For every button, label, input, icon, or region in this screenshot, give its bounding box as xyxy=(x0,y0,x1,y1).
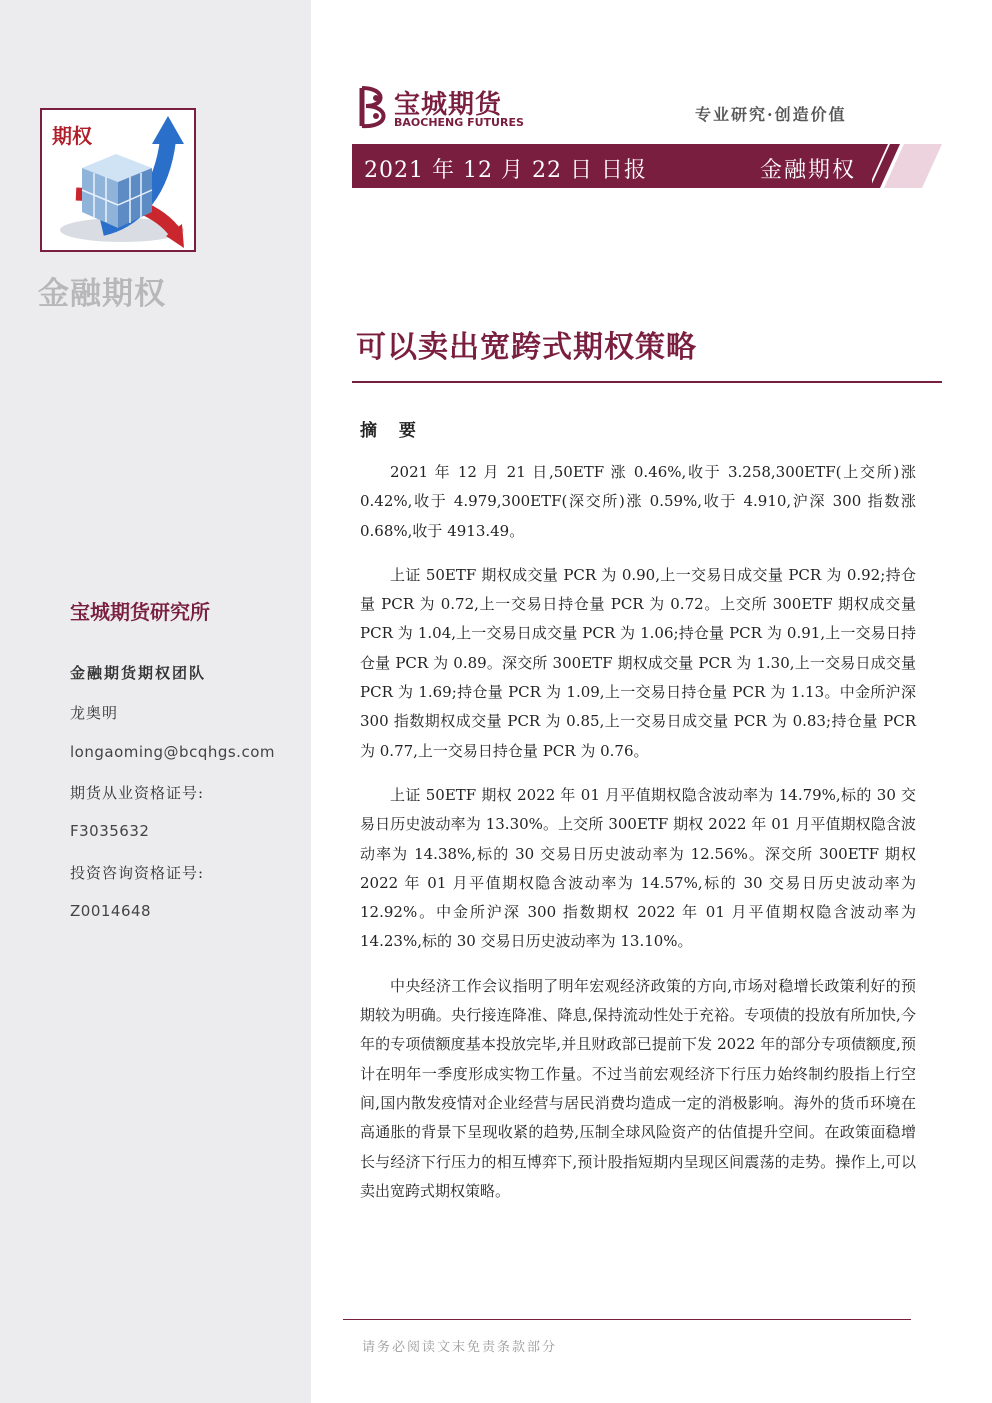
analyst-name: 龙奥明 xyxy=(70,704,119,722)
report-date: 2021 年 12 月 22 日 日报 xyxy=(364,158,647,183)
footer-divider xyxy=(343,1319,911,1320)
header-category: 金融期权 xyxy=(760,158,857,183)
baocheng-logo-icon xyxy=(356,84,392,130)
title-divider xyxy=(352,381,942,383)
abstract-body xyxy=(360,458,916,1221)
logo-text-cn: 宝城期货 xyxy=(394,90,503,120)
disclaimer-note: 请务必阅读文末免责条款部分 xyxy=(362,1340,558,1355)
cover-tag: 期权 xyxy=(52,124,92,148)
paragraph-volatility: 上证 50ETF 期权 2022 年 01 月平值期权隐含波动率为 14.79%,标的 30 交易日历史波动率为 13.30%。上交所 300ETF 期权 2022 年 01 月平值期权隐含波动率为 14.38%,标的 30 交易日历史波动率为 12.56%。深交所 300ETF 期权 2022 年 01 月平值期权隐含波动率为 14.57%,标的 30 交易日历史波动率为 12.92%。中金所沪深 300 指数期权 2022 年 01 月平值期权隐含波动率为 14.23%,标的 30 交易日历史波动率为 13.10%。 xyxy=(360,785,916,951)
consult-number: Z0014648 xyxy=(70,902,152,920)
paragraph-pcr: 上证 50ETF 期权成交量 PCR 为 0.90,上一交易日成交量 PCR 为 0.92;持仓量 PCR 为 0.72,上一交易日持仓量 PCR 为 0.72。上交所 300ETF 期权成交量 PCR 为 1.04,上一交易日成交量 PCR 为 1.06;持仓量 PCR 为 0.91,上一交易日持仓量 PCR 为 0.89。深交所 300ETF 期权成交量 PCR 为 1.30,上一交易日成交量 PCR 为 1.69;持仓量 PCR 为 1.09,上一交易日持仓量 PCR 为 1.13。中金所沪深 300 指数期权成交量 PCR 为 0.85,上一交易日成交量 PCR 为 0.83;持仓量 PCR 为 0.77,上一交易日持仓量 PCR 为 0.76。 xyxy=(360,565,916,760)
sidebar xyxy=(0,0,311,1403)
slogan: 专业研究·创造价值 xyxy=(695,105,847,124)
logo-text-en: BAOCHENG FUTURES xyxy=(394,116,524,129)
company-logo xyxy=(356,84,526,134)
institute-name: 宝城期货研究所 xyxy=(70,600,210,624)
cover-image xyxy=(40,108,196,252)
paragraph-outlook: 中央经济工作会议指明了明年宏观经济政策的方向,市场对稳增长政策利好的预期较为明确。央行接连降准、降息,保持流动性处于充裕。专项债的投放有所加快,今年的专项债额度基本投放完毕,并且财政部已提前下发 2022 年的部分专项债额度,预计在明年一季度形成实物工作量。不过当前宏观经济下行压力始终制约股指上行空间,国内散发疫情对企业经营与居民消费均造成一定的消极影响。海外的货币环境在高通胀的背景下呈现收紧的趋势,压制全球风险资产的估值提升空间。在政策面稳增长与经济下行压力的相互博弈下,预计股指短期内呈现区间震荡的走势。操作上,可以卖出宽跨式期权策略。 xyxy=(360,976,916,1200)
report-title: 可以卖出宽跨式期权策略 xyxy=(356,330,697,365)
analyst-email[interactable]: longaoming@bcqhgs.com xyxy=(70,743,275,761)
license-number: F3035632 xyxy=(70,822,150,840)
abstract-heading: 摘 要 xyxy=(360,421,424,441)
paragraph-market: 2021 年 12 月 21 日,50ETF 涨 0.46%,收于 3.258,300ETF(上交所)涨 0.42%,收于 4.979,300ETF(深交所)涨 0.59%,收于 4.910,沪深 300 指数涨 0.68%,收于 4913.49。 xyxy=(360,463,916,540)
sidebar-category: 金融期权 xyxy=(38,276,166,312)
consult-label: 投资咨询资格证号: xyxy=(70,864,205,882)
header-stripes-decoration xyxy=(852,144,942,188)
team-name: 金融期货期权团队 xyxy=(70,664,207,682)
license-label: 期货从业资格证号: xyxy=(70,784,205,802)
